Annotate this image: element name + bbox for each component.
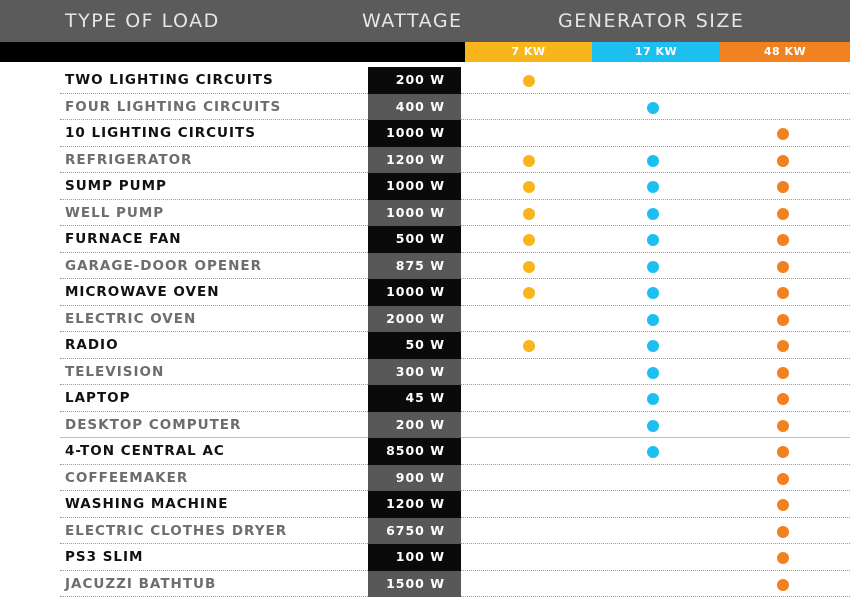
dot-17kw — [647, 367, 659, 379]
load-name: SUMP PUMP — [65, 178, 167, 194]
wattage-value: 50 W — [368, 332, 461, 359]
load-name: WASHING MACHINE — [65, 496, 229, 512]
load-name: MICROWAVE OVEN — [65, 284, 220, 300]
dot-7kw — [523, 181, 535, 193]
dot-48kw — [777, 340, 789, 352]
dot-17kw — [647, 155, 659, 167]
table-row — [0, 412, 850, 439]
dot-17kw — [647, 261, 659, 273]
load-name: DESKTOP COMPUTER — [65, 416, 242, 433]
dot-7kw — [523, 261, 535, 273]
dot-17kw — [647, 340, 659, 352]
wattage-value: 8500 W — [368, 438, 461, 465]
table-row — [0, 465, 850, 492]
dot-17kw — [647, 393, 659, 405]
load-name: 10 LIGHTING CIRCUITS — [65, 125, 256, 141]
load-name: JACUZZI BATHTUB — [65, 575, 217, 592]
wattage-value: 200 W — [368, 412, 461, 439]
dot-17kw — [647, 287, 659, 299]
wattage-value: 1000 W — [368, 279, 461, 306]
table-row — [0, 571, 850, 598]
wattage-value: 875 W — [368, 253, 461, 280]
dot-48kw — [777, 499, 789, 511]
header-wattage: WATTAGE — [362, 10, 463, 32]
wattage-value: 900 W — [368, 465, 461, 492]
table-row — [0, 94, 850, 121]
dot-7kw — [523, 208, 535, 220]
dot-48kw — [777, 314, 789, 326]
wattage-value: 400 W — [368, 94, 461, 121]
load-name: FURNACE FAN — [65, 231, 182, 247]
load-name: TELEVISION — [65, 363, 165, 380]
wattage-value: 1200 W — [368, 491, 461, 518]
wattage-value: 200 W — [368, 67, 461, 94]
dot-17kw — [647, 181, 659, 193]
dot-7kw — [523, 287, 535, 299]
load-name: ELECTRIC CLOTHES DRYER — [65, 522, 288, 539]
table-row — [0, 491, 850, 518]
wattage-value: 2000 W — [368, 306, 461, 333]
dot-48kw — [777, 393, 789, 405]
wattage-value: 100 W — [368, 544, 461, 571]
load-name: REFRIGERATOR — [65, 151, 193, 168]
wattage-value: 45 W — [368, 385, 461, 412]
dot-48kw — [777, 287, 789, 299]
load-name: TWO LIGHTING CIRCUITS — [65, 72, 274, 88]
load-name: RADIO — [65, 337, 119, 353]
dot-17kw — [647, 314, 659, 326]
column-header-7kw: 7 KW — [465, 42, 592, 62]
table-row — [0, 173, 850, 200]
header-generator-size: GENERATOR SIZE — [558, 10, 745, 32]
wattage-value: 1500 W — [368, 571, 461, 598]
dot-48kw — [777, 473, 789, 485]
header-type-of-load: TYPE OF LOAD — [65, 10, 220, 32]
dot-48kw — [777, 526, 789, 538]
dot-48kw — [777, 552, 789, 564]
dot-17kw — [647, 420, 659, 432]
table-row — [0, 120, 850, 147]
dot-48kw — [777, 261, 789, 273]
wattage-value: 6750 W — [368, 518, 461, 545]
table-row — [0, 200, 850, 227]
dot-17kw — [647, 446, 659, 458]
table-row — [0, 385, 850, 412]
table-row — [0, 306, 850, 333]
table-row — [0, 332, 850, 359]
dot-7kw — [523, 340, 535, 352]
wattage-value: 1000 W — [368, 200, 461, 227]
dot-48kw — [777, 208, 789, 220]
load-table — [0, 67, 850, 597]
dot-48kw — [777, 181, 789, 193]
wattage-value: 300 W — [368, 359, 461, 386]
table-row — [0, 279, 850, 306]
load-name: 4-TON CENTRAL AC — [65, 443, 225, 459]
table-row — [0, 147, 850, 174]
table-row — [0, 359, 850, 386]
dot-48kw — [777, 367, 789, 379]
load-name: PS3 SLIM — [65, 549, 144, 565]
dot-48kw — [777, 420, 789, 432]
dot-48kw — [777, 234, 789, 246]
dot-7kw — [523, 75, 535, 87]
load-name: FOUR LIGHTING CIRCUITS — [65, 98, 282, 115]
wattage-value: 1000 W — [368, 120, 461, 147]
dot-48kw — [777, 128, 789, 140]
load-name: LAPTOP — [65, 390, 131, 406]
table-row — [0, 253, 850, 280]
table-row — [0, 226, 850, 253]
wattage-value: 1000 W — [368, 173, 461, 200]
wattage-value: 500 W — [368, 226, 461, 253]
table-row — [0, 67, 850, 94]
dot-48kw — [777, 155, 789, 167]
header-spacer-bar — [0, 42, 465, 62]
load-name: COFFEEMAKER — [65, 469, 189, 486]
table-row — [0, 544, 850, 571]
wattage-value: 1200 W — [368, 147, 461, 174]
dot-17kw — [647, 234, 659, 246]
dot-17kw — [647, 208, 659, 220]
column-header-17kw: 17 KW — [592, 42, 720, 62]
header-bar — [0, 0, 850, 42]
dot-48kw — [777, 446, 789, 458]
load-name: ELECTRIC OVEN — [65, 310, 197, 327]
dot-48kw — [777, 579, 789, 591]
dot-17kw — [647, 102, 659, 114]
column-header-48kw: 48 KW — [720, 42, 850, 62]
load-name: GARAGE-DOOR OPENER — [65, 257, 263, 274]
load-name: WELL PUMP — [65, 204, 165, 221]
table-row — [0, 438, 850, 465]
dot-7kw — [523, 234, 535, 246]
table-row — [0, 518, 850, 545]
dot-7kw — [523, 155, 535, 167]
